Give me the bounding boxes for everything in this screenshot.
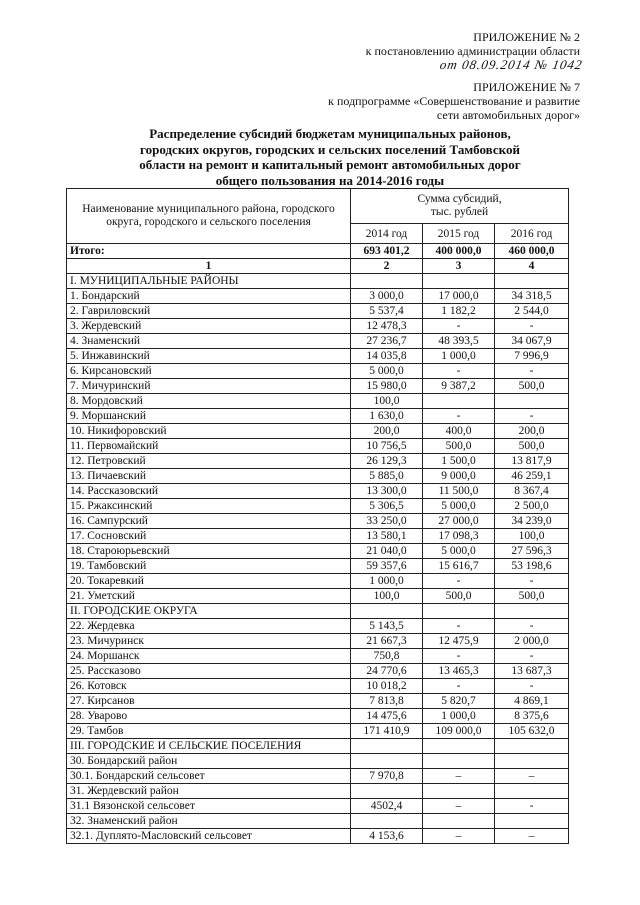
row-name: 29. Тамбов — [67, 724, 351, 739]
table-row — [67, 574, 569, 589]
row-name: 8. Мордовский — [67, 394, 351, 409]
row-value-2016: 7 996,9 — [495, 349, 569, 364]
row-name: 10. Никифоровский — [67, 424, 351, 439]
row-value-2016: 34 239,0 — [495, 514, 569, 529]
table-row — [67, 274, 569, 289]
row-value-2015: 1 000,0 — [423, 709, 495, 724]
row-value-2015: – — [423, 769, 495, 784]
row-name: III. ГОРОДСКИЕ И СЕЛЬСКИЕ ПОСЕЛЕНИЯ — [67, 739, 351, 754]
table-row — [67, 589, 569, 604]
column-number-2: 2 — [351, 259, 423, 274]
row-value-2014: 59 357,6 — [351, 559, 423, 574]
row-value-2014: 5 306,5 — [351, 499, 423, 514]
row-name: 9. Моршанский — [67, 409, 351, 424]
row-name: 6. Кирсановский — [67, 364, 351, 379]
row-name: 28. Уварово — [67, 709, 351, 724]
row-value-2016 — [495, 274, 569, 289]
table-row — [67, 604, 569, 619]
subsidies-table — [66, 188, 569, 844]
row-value-2014 — [351, 604, 423, 619]
title-line-2: городских округов, городских и сельских поселений Тамбовской — [140, 141, 520, 157]
table-row — [67, 769, 569, 784]
total-2015: 400 000,0 — [423, 244, 495, 259]
row-value-2014: 10 018,2 — [351, 679, 423, 694]
table-row — [67, 319, 569, 334]
row-value-2015: 1 000,0 — [423, 349, 495, 364]
table-row — [67, 829, 569, 844]
row-value-2015: 13 465,3 — [423, 664, 495, 679]
row-value-2014: 100,0 — [351, 394, 423, 409]
row-name: 25. Рассказово — [67, 664, 351, 679]
row-value-2016: 34 067,9 — [495, 334, 569, 349]
row-name: 14. Рассказовский — [67, 484, 351, 499]
row-value-2014: 12 478,3 — [351, 319, 423, 334]
table-row — [67, 649, 569, 664]
row-value-2014: 21 040,0 — [351, 544, 423, 559]
column-number-3: 3 — [423, 259, 495, 274]
row-value-2016: 2 500,0 — [495, 499, 569, 514]
row-name: 2. Гавриловский — [67, 304, 351, 319]
column-number-4: 4 — [495, 259, 569, 274]
row-value-2015: 17 098,3 — [423, 529, 495, 544]
row-value-2016: 13 687,3 — [495, 664, 569, 679]
row-value-2015: 9 387,2 — [423, 379, 495, 394]
row-name: 22. Жердевка — [67, 619, 351, 634]
row-name: 19. Тамбовский — [67, 559, 351, 574]
handwritten-date-number: от 08.09.2014 № 1042 — [438, 57, 584, 72]
row-name: 4. Знаменский — [67, 334, 351, 349]
row-name: 30.1. Бондарский сельсовет — [67, 769, 351, 784]
row-value-2016: 8 367,4 — [495, 484, 569, 499]
row-value-2014: 24 770,6 — [351, 664, 423, 679]
row-name: 17. Сосновский — [67, 529, 351, 544]
row-value-2015 — [423, 274, 495, 289]
row-value-2016: – — [495, 769, 569, 784]
appendix-7-label: ПРИЛОЖЕНИЕ № 7 — [473, 80, 580, 94]
row-value-2014: 4 153,6 — [351, 829, 423, 844]
row-name: 5. Инжавинский — [67, 349, 351, 364]
row-value-2016: - — [495, 799, 569, 814]
row-value-2016: 13 817,9 — [495, 454, 569, 469]
row-value-2015 — [423, 604, 495, 619]
row-value-2016 — [495, 739, 569, 754]
title-line-1: Распределение субсидий бюджетам муниципальных районов, — [149, 126, 511, 141]
total-label: Итого: — [67, 244, 351, 259]
row-value-2016: - — [495, 649, 569, 664]
row-value-2014: 5 537,4 — [351, 304, 423, 319]
subprogram-reference-line1: к подпрограмме «Совершенствование и развитие — [328, 94, 580, 108]
row-value-2014: 14 475,6 — [351, 709, 423, 724]
row-value-2015: – — [423, 829, 495, 844]
row-value-2015: 15 616,7 — [423, 559, 495, 574]
row-value-2014: 200,0 — [351, 424, 423, 439]
row-value-2015 — [423, 394, 495, 409]
row-value-2016: 34 318,5 — [495, 289, 569, 304]
table-row — [67, 469, 569, 484]
row-value-2015: - — [423, 409, 495, 424]
row-name: 20. Токаревкий — [67, 574, 351, 589]
row-value-2014: 15 980,0 — [351, 379, 423, 394]
table-row — [67, 289, 569, 304]
row-value-2016: 2 544,0 — [495, 304, 569, 319]
row-value-2015: 9 000,0 — [423, 469, 495, 484]
row-value-2015: 5 820,7 — [423, 694, 495, 709]
table-row — [67, 799, 569, 814]
table-row — [67, 724, 569, 739]
row-value-2016: 105 632,0 — [495, 724, 569, 739]
row-value-2015: 48 393,5 — [423, 334, 495, 349]
row-name: 30. Бондарский район — [67, 754, 351, 769]
table-row — [67, 379, 569, 394]
row-value-2015: - — [423, 649, 495, 664]
row-value-2014: 13 580,1 — [351, 529, 423, 544]
table-row — [67, 544, 569, 559]
row-name: I. МУНИЦИПАЛЬНЫЕ РАЙОНЫ — [67, 274, 351, 289]
row-value-2014: 21 667,3 — [351, 634, 423, 649]
row-value-2014 — [351, 739, 423, 754]
table-row — [67, 754, 569, 769]
row-value-2014: 171 410,9 — [351, 724, 423, 739]
row-value-2014 — [351, 814, 423, 829]
row-value-2015: 500,0 — [423, 589, 495, 604]
row-value-2016 — [495, 784, 569, 799]
row-value-2016 — [495, 814, 569, 829]
row-name: 7. Мичуринский — [67, 379, 351, 394]
table-row — [67, 784, 569, 799]
table-row — [67, 484, 569, 499]
row-value-2015: - — [423, 319, 495, 334]
row-value-2014: 100,0 — [351, 589, 423, 604]
row-value-2014: 7 970,8 — [351, 769, 423, 784]
row-name: 13. Пичаевский — [67, 469, 351, 484]
row-value-2014: 5 143,5 — [351, 619, 423, 634]
row-name: 21. Уметский — [67, 589, 351, 604]
appendix-2-label: ПРИЛОЖЕНИЕ № 2 — [473, 30, 580, 44]
row-name: 23. Мичуринск — [67, 634, 351, 649]
row-value-2016 — [495, 604, 569, 619]
row-value-2016: 500,0 — [495, 379, 569, 394]
row-value-2016: - — [495, 619, 569, 634]
row-value-2015: 1 500,0 — [423, 454, 495, 469]
row-value-2016: 500,0 — [495, 439, 569, 454]
row-value-2015: 5 000,0 — [423, 544, 495, 559]
row-value-2015: 1 182,2 — [423, 304, 495, 319]
row-value-2014: 750,8 — [351, 649, 423, 664]
row-value-2015: - — [423, 679, 495, 694]
row-value-2015 — [423, 739, 495, 754]
row-value-2015: 500,0 — [423, 439, 495, 454]
row-value-2014: 1 000,0 — [351, 574, 423, 589]
table-row — [67, 454, 569, 469]
row-value-2015: 17 000,0 — [423, 289, 495, 304]
row-value-2014: 4502,4 — [351, 799, 423, 814]
row-value-2015: 12 475,9 — [423, 634, 495, 649]
table-row — [67, 499, 569, 514]
row-value-2014: 1 630,0 — [351, 409, 423, 424]
row-name: 15. Ржаксинский — [67, 499, 351, 514]
row-value-2016: - — [495, 319, 569, 334]
total-2016: 460 000,0 — [495, 244, 569, 259]
row-value-2016: - — [495, 574, 569, 589]
row-value-2016: 53 198,6 — [495, 559, 569, 574]
row-value-2014: 27 236,7 — [351, 334, 423, 349]
table-row — [67, 409, 569, 424]
row-value-2015: – — [423, 799, 495, 814]
row-value-2016: - — [495, 409, 569, 424]
table-row — [67, 424, 569, 439]
sum-header-line1: Сумма субсидий, — [417, 193, 502, 206]
table-row — [67, 334, 569, 349]
row-value-2015: 109 000,0 — [423, 724, 495, 739]
table-row — [67, 709, 569, 724]
row-value-2015: 27 000,0 — [423, 514, 495, 529]
column-header-name: Наименование муниципального района, городского округа, городского и сельского поселения — [67, 189, 351, 244]
row-value-2015 — [423, 754, 495, 769]
row-name: 31.1 Вязонской сельсовет — [67, 799, 351, 814]
row-value-2014: 26 129,3 — [351, 454, 423, 469]
row-name: 18. Староюрьевский — [67, 544, 351, 559]
row-name: 3. Жердевский — [67, 319, 351, 334]
table-row — [67, 439, 569, 454]
row-name: 26. Котовск — [67, 679, 351, 694]
table-row — [67, 364, 569, 379]
row-value-2016: 2 000,0 — [495, 634, 569, 649]
row-name: 32. Знаменский район — [67, 814, 351, 829]
table-row — [67, 349, 569, 364]
title-line-4: общего пользования на 2014-2016 годы — [215, 172, 445, 188]
year-header-2016: 2016 год — [495, 224, 569, 244]
table-row — [67, 559, 569, 574]
row-value-2016: 100,0 — [495, 529, 569, 544]
row-value-2015 — [423, 814, 495, 829]
table-row — [67, 694, 569, 709]
subprogram-reference-line2: сети автомобильных дорог» — [436, 108, 580, 122]
table-row — [67, 664, 569, 679]
row-value-2016: - — [495, 679, 569, 694]
row-name: 11. Первомайский — [67, 439, 351, 454]
row-value-2015: 5 000,0 — [423, 499, 495, 514]
total-2014: 693 401,2 — [351, 244, 423, 259]
title-line-3: области на ремонт и капитальный ремонт автомобильных дорог — [139, 157, 521, 172]
row-name: 12. Петровский — [67, 454, 351, 469]
column-numbers-row — [67, 259, 569, 274]
row-name: 32.1. Дуплято-Масловский сельсовет — [67, 829, 351, 844]
row-value-2014 — [351, 784, 423, 799]
row-value-2015: - — [423, 574, 495, 589]
total-row — [67, 244, 569, 259]
row-value-2014: 5 000,0 — [351, 364, 423, 379]
sum-header-line2: тыс. рублей — [430, 206, 489, 219]
row-value-2014: 14 035,8 — [351, 349, 423, 364]
row-name: 27. Кирсанов — [67, 694, 351, 709]
row-name: II. ГОРОДСКИЕ ОКРУГА — [67, 604, 351, 619]
resolution-reference: к постановлению администрации области — [365, 44, 580, 58]
year-header-2014: 2014 год — [351, 224, 423, 244]
row-value-2016: 500,0 — [495, 589, 569, 604]
row-value-2014 — [351, 274, 423, 289]
row-value-2014: 5 885,0 — [351, 469, 423, 484]
document-title — [60, 126, 600, 188]
row-value-2014: 10 756,5 — [351, 439, 423, 454]
row-name: 1. Бондарский — [67, 289, 351, 304]
column-header-sum — [351, 189, 569, 224]
table-row — [67, 814, 569, 829]
column-number-1: 1 — [67, 259, 351, 274]
table-row — [67, 739, 569, 754]
row-name: 16. Сампурский — [67, 514, 351, 529]
row-name: 24. Моршанск — [67, 649, 351, 664]
row-value-2016: 8 375,6 — [495, 709, 569, 724]
row-value-2015: - — [423, 364, 495, 379]
row-value-2014: 13 300,0 — [351, 484, 423, 499]
row-value-2016: - — [495, 364, 569, 379]
row-value-2016: 200,0 — [495, 424, 569, 439]
row-value-2015: 11 500,0 — [423, 484, 495, 499]
row-value-2016: – — [495, 829, 569, 844]
year-header-2015: 2015 год — [423, 224, 495, 244]
row-value-2016 — [495, 394, 569, 409]
table-row — [67, 514, 569, 529]
row-value-2016: 27 596,3 — [495, 544, 569, 559]
row-value-2016: 4 869,1 — [495, 694, 569, 709]
row-value-2015: 400,0 — [423, 424, 495, 439]
row-value-2016: 46 259,1 — [495, 469, 569, 484]
row-value-2015: - — [423, 619, 495, 634]
table-row — [67, 304, 569, 319]
table-row — [67, 679, 569, 694]
table-row — [67, 619, 569, 634]
table-row — [67, 529, 569, 544]
row-value-2014: 33 250,0 — [351, 514, 423, 529]
table-row — [67, 634, 569, 649]
row-value-2014 — [351, 754, 423, 769]
row-name: 31. Жердевский район — [67, 784, 351, 799]
row-value-2014: 3 000,0 — [351, 289, 423, 304]
row-value-2014: 7 813,8 — [351, 694, 423, 709]
row-value-2015 — [423, 784, 495, 799]
row-value-2016 — [495, 754, 569, 769]
table-row — [67, 394, 569, 409]
